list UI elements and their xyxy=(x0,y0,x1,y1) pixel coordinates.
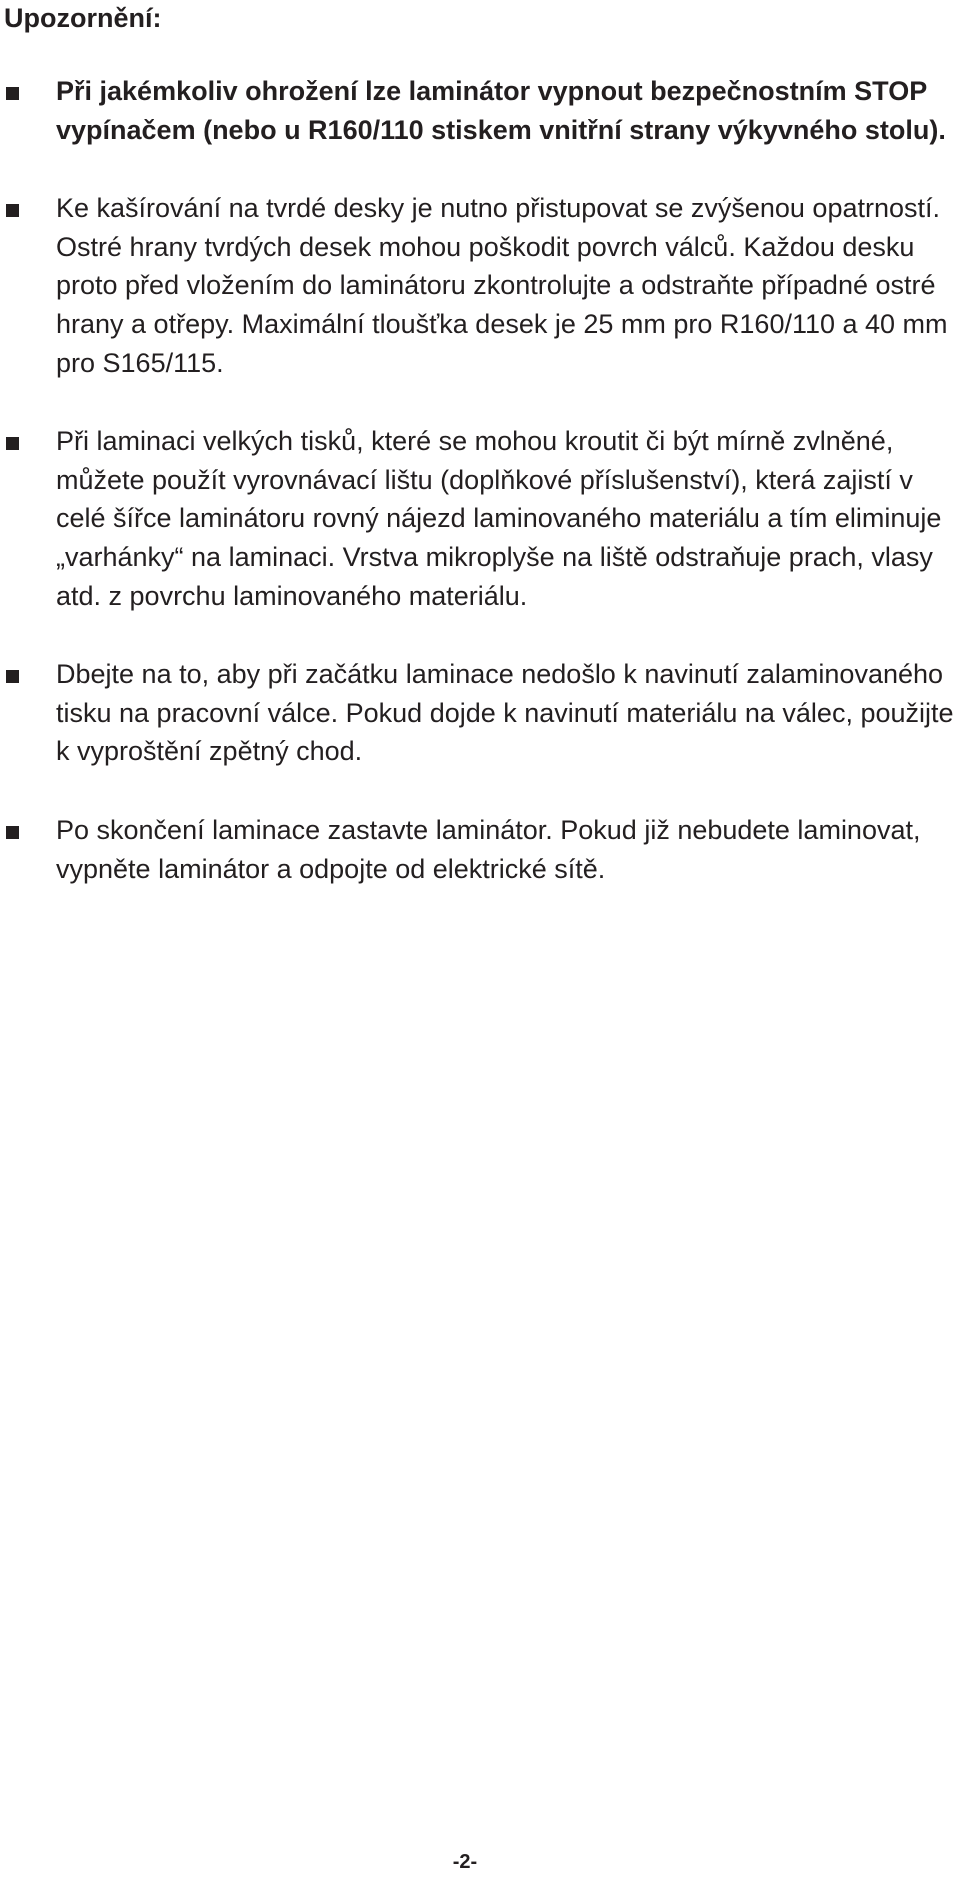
warning-text: Dbejte na to, aby při začátku laminace nedošlo k navinutí zalaminovaného tisku na pracovní válce. Pokud dojde k navinutí materiálu na válec, použijte k vyproštění zpětný chod. xyxy=(56,659,954,767)
square-bullet-icon xyxy=(6,826,19,839)
square-bullet-icon xyxy=(6,204,19,217)
page-heading: Upozornění: xyxy=(4,3,162,33)
warning-text: Po skončení laminace zastavte laminátor. Pokud již nebudete laminovat, vypněte laminátor a odpojte od elektrické sítě. xyxy=(56,814,921,884)
warning-item-emergency-stop xyxy=(0,72,960,149)
warning-text: Při laminaci velkých tisků, které se mohou kroutit či být mírně zvlněné, můžete použít vyrovnávací lištu (doplňkové příslušenství), která zajistí v celé šířce laminátoru rovný nájezd laminovaného materiálu a tím eliminuje „varhánky“ na laminaci. Vrstva mikroplyše na liště odstraňuje prach, vlasy atd. z povrchu laminovaného materiálu. xyxy=(56,426,942,611)
warning-item-leveling-bar xyxy=(0,422,960,615)
square-bullet-icon xyxy=(6,670,19,683)
page-number: -2- xyxy=(452,1851,478,1873)
warning-item-hard-boards xyxy=(0,189,960,382)
square-bullet-icon xyxy=(6,437,19,450)
warning-list xyxy=(0,72,960,928)
warning-item-shutdown xyxy=(0,811,960,888)
warning-item-roller-wrap xyxy=(0,655,960,771)
warning-text: Při jakémkoliv ohrožení lze laminátor vypnout bezpečnostním STOP vypínačem (nebo u R160/110 stiskem vnitřní strany výkyvného stolu). xyxy=(56,76,946,145)
square-bullet-icon xyxy=(6,87,19,100)
warning-text: Ke kašírování na tvrdé desky je nutno přistupovat se zvýšenou opatrností. Ostré hrany tvrdých desek mohou poškodit povrch válců. Každou desku proto před vložením do laminátoru zkontrolujte a odstraňte případné ostré hrany a otřepy. Maximální tloušťka desek je 25 mm pro R160/110 a 40 mm pro S165/115. xyxy=(56,193,948,378)
